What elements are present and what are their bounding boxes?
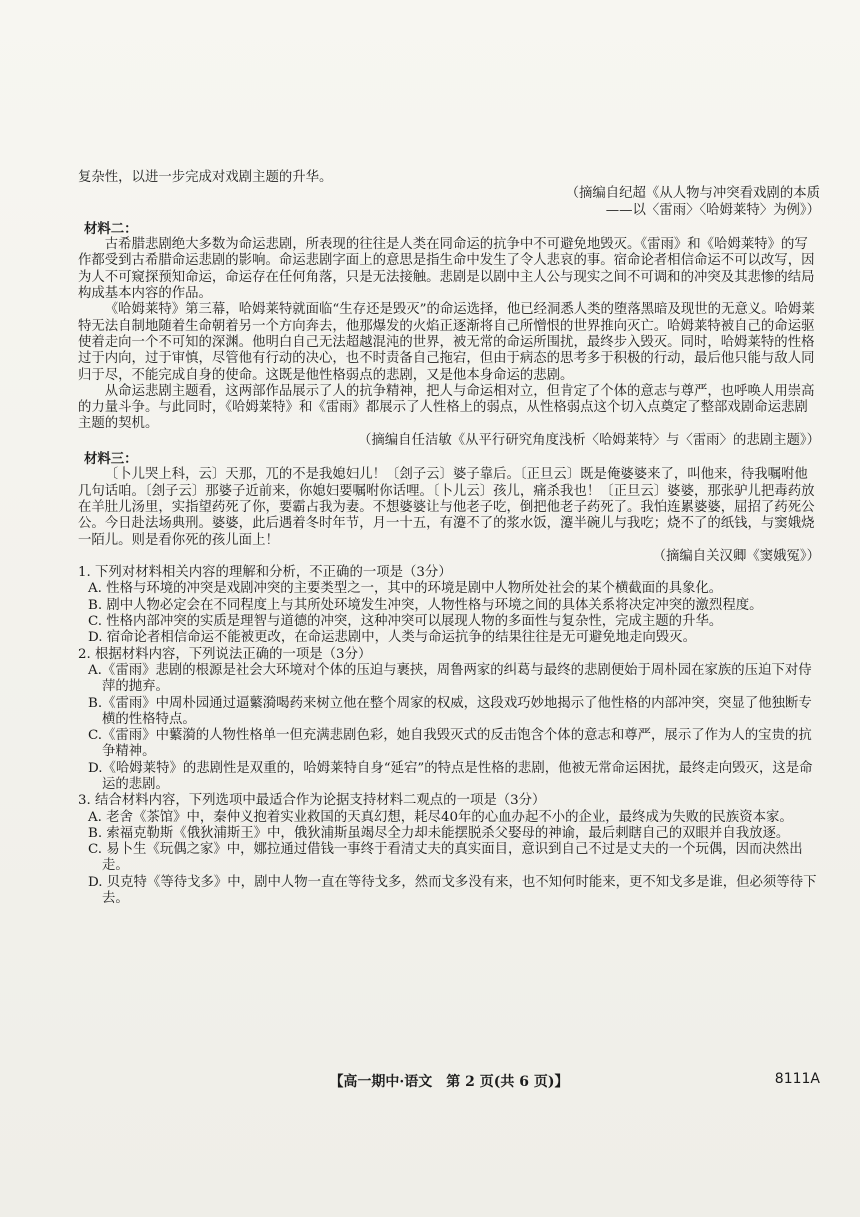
continued-line: 复杂性，以进一步完成对戏剧主题的升华。 [78,170,333,185]
option-a: A. 性格与环境的冲突是戏剧冲突的主要类型之一，其中的环境是剧中人物所处社会的某个横截面的具象化。 [88,581,723,597]
material-2-paragraph: 从命运悲剧主题看，这两部作品展示了人的抗争精神，把人与命运相对立，但肯定了个体的意志与尊严，也呼唤人用崇高的力量斗争。与此同时，《哈姆莱特》和《雷雨》都展示了人性格上的弱点，从性格弱点这个切入点奠定了整部戏剧命运悲剧主题的契机。 [78,383,815,432]
material-2-paragraph: 古希腊悲剧绝大多数为命运悲剧，所表现的往往是人类在同命运的抗争中不可避免地毁灭。《雷雨》和《哈姆莱特》的写作都受到古希腊命运悲剧的影响。命运悲剧字面上的意思是指生命中发生了令人悲哀的事。宿命论者相信命运不可以改写，因为人不可窥探预知命运，命运存在任何角落，只是无法接触。悲剧是以剧中主人公与现实之间不可调和的冲突及其悲惨的结局构成基本内容的作品。 [78,237,815,302]
material-3-title: 材料三： [84,451,138,468]
page-content [78,170,820,907]
page-footer [78,1071,820,1091]
option-d: D. 贝克特《等待戈多》中，剧中人物一直在等待戈多，然而戈多没有来，也不知何时能来，更不知戈多是谁，但必须等待下去。 [88,874,817,907]
option-d: D. 宿命论者相信命运不能被更改，在命运悲剧中，人类与命运抗争的结果往往是无可避免地走向毁灭。 [88,630,696,646]
source-citation-1a: （摘编自纪超《从人物与冲突看戏剧的本质 [565,186,820,202]
option-b: B. 剧中人物必定会在不同程度上与其所处环境发生冲突，人物性格与环境之间的具体关系将决定冲突的激烈程度。 [88,597,763,613]
option-b: B.《雷雨》中周朴园通过逼蘩漪喝药来树立他在整个周家的权威，这段戏巧妙地揭示了他性格的内部冲突，突显了他独断专横的性格特点。 [88,695,812,727]
material-2-title: 材料二： [84,220,138,237]
footer-page-label: 【高一期中·语文 第 2 页(共 6 页)】 [329,1074,569,1090]
material-2-paragraph: 《哈姆莱特》第三幕，哈姆莱特就面临“生存还是毁灭”的命运选择，他已经洞悉人类的堕落黑暗及现世的无意义。哈姆莱特无法自制地随着生命朝着另一个方向奔去，他那爆发的火焰正逐渐将自己所憎恨的世界推向灭亡。哈姆莱特被自己的命运驱使着走向一个不可知的深渊。他明白自己无法超越混沌的世界，被无常的命运所围扰，最终步入毁灭。同时，哈姆莱特的性格过于内向，过于审慎，尽管他有行动的决心，也不时责备自己拖宕，但由于病态的思考多于积极的行动，最后他只能与敌人同归于尽，不能完成自身的使命。这既是他性格弱点的悲剧，又是他本身命运的悲剧。 [78,302,815,383]
question-stem: 1. 下列对材料相关内容的理解和分析，不正确的一项是（3分） [78,565,452,581]
question-stem: 2. 根据材料内容，下列说法正确的一项是（3分） [78,646,372,662]
option-d: D.《哈姆莱特》的悲剧性是双重的，哈姆莱特自身“延宕”的特点是性格的悲剧，他被无常命运困扰，最终走向毁灭，这是命运的悲剧。 [88,760,813,792]
footer-code: 8111A [774,1071,820,1087]
option-a: A.《雷雨》悲剧的根源是社会大环境对个体的压迫与裹挟，周鲁两家的纠葛与最终的悲剧便始于周朴园在家族的压迫下对侍萍的抛弃。 [88,662,812,695]
option-c: C. 性格内部冲突的实质是理智与道德的冲突，这种冲突可以展现人物的多面性与复杂性，完成主题的升华。 [88,614,723,630]
material-3-paragraph: 〔卜儿哭上科，云〕天那，兀的不是我媳妇儿！〔刽子云〕婆子靠后。〔正旦云〕既是俺婆婆来了，叫他来，待我嘱咐他几句话咱。〔刽子云〕那婆子近前来，你媳妇要嘱咐你话哩。〔卜儿云〕孩儿，痛杀我也！〔正旦云〕婆婆，那张驴儿把毒药放在羊肚儿汤里，实指望药死了你，要霸占我为妻。不想婆婆让与他老子吃，倒把他老子药死了。我怕连累婆婆，屈招了药死公公。今日赴法场典刑。婆婆，此后遇着冬时年节，月一十五，有瀽不了的浆水饭，瀽半碗儿与我吃；烧不了的纸钱，与窦娥烧一陌儿。则是看你死的孩儿面上！ [78,467,815,548]
source-citation-2: （摘编自任洁敏《从平行研究角度浅析〈哈姆莱特〉与〈雷雨〉的悲剧主题》） [358,432,820,448]
option-c: C. 易卜生《玩偶之家》中，娜拉通过借钱一事终于看清丈夫的真实面目，意识到自己不过是丈夫的一个玩偶，因而决然出走。 [88,842,803,874]
question-3 [78,793,820,907]
question-stem: 3. 结合材料内容，下列选项中最适合作为论据支持材料二观点的一项是（3分） [78,793,546,809]
source-citation-1b: ——以〈雷雨〉〈哈姆莱特〉为例》） [605,202,820,218]
option-b: B. 索福克勒斯《俄狄浦斯王》中，俄狄浦斯虽竭尽全力却未能摆脱杀父娶母的神谕，最后刺瞎自己的双眼并自我放逐。 [88,825,790,841]
question-1 [78,565,820,646]
source-citation-3: （摘编自关汉卿《窦娥冤》） [652,548,820,564]
question-2 [78,647,820,794]
option-a: A. 老舍《茶馆》中，秦仲义抱着实业救国的天真幻想，耗尽40年的心血办起不小的企业，最终成为失败的民族资本家。 [88,809,793,825]
option-c: C.《雷雨》中蘩漪的人物性格单一但充满悲剧色彩，她自我毁灭式的反击饱含个体的意志和尊严，展示了作为人的宝贵的抗争精神。 [88,728,812,760]
